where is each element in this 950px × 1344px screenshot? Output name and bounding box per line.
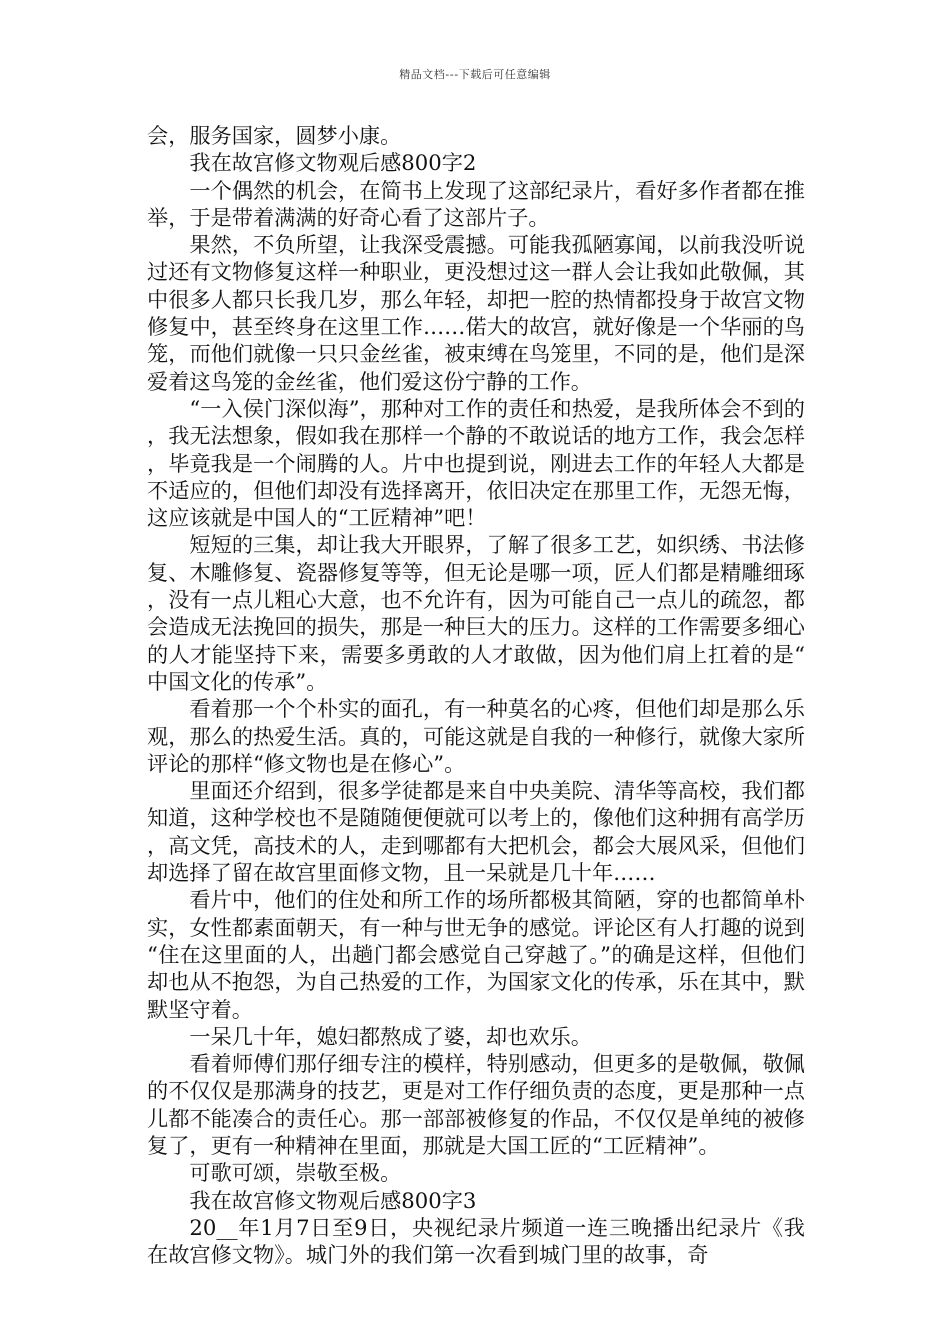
- paragraph: 短短的三集，却让我大开眼界，了解了很多工艺，如织绣、书法修复、木雕修复、瓷器修复等等，但无论是哪一项，匠人们都是精雕细琢，没有一点儿粗心大意，也不允许有，因为可能自己一点儿的疏忽，都会造成无法挽回的损失，那是一种巨大的压力。这样的工作需要多细心的人才能坚持下来，需要多勇敢的人才敢做，因为他们肩上扛着的是“中国文化的传承”。: [147, 532, 805, 694]
- paragraph: 会，服务国家，圆梦小康。: [147, 123, 402, 148]
- paragraph: 一个偶然的机会，在简书上发现了这部纪录片，看好多作者都在推举，于是带着满满的好奇心看了这部片子。: [147, 177, 805, 230]
- section-heading: 我在故宫修文物观后感800字2: [189, 150, 477, 176]
- paragraph: “一入侯门深似海”，那种对工作的责任和热爱，是我所体会不到的，我无法想象，假如我在那样一个静的不敢说话的地方工作，我会怎样，毕竟我是一个闹腾的人。片中也提到说，刚进去工作的年轻人大都是不适应的，但他们却没有选择离开，依旧决定在那里工作，无怨无悔，这应该就是中国人的“工匠精神”吧！: [147, 395, 805, 531]
- page-header-watermark: 精品文档---下载后可任意编辑: [399, 68, 551, 81]
- paragraph: 看片中，他们的住处和所工作的场所都极其简陋，穿的也都简单朴实，女性都素面朝天，有一种与世无争的感觉。评论区有人打趣的说到“住在这里面的人，出趟门都会感觉自己穿越了。”的确是这样，但他们却也从不抱怨，为自己热爱的工作，为国家文化的传承，乐在其中，默默坚守着。: [147, 887, 805, 1022]
- document-body: [147, 122, 805, 1268]
- paragraph: 里面还介绍到，很多学徒都是来自中央美院、清华等高校，我们都知道，这种学校也不是随随便便就可以考上的，像他们这种拥有高学历，高文凭，高技术的人，走到哪都有大把机会，都会大展风采，但他们却选择了留在故宫里面修文物，且一呆就是几十年……: [147, 778, 805, 886]
- paragraph: 果然，不负所望，让我深受震撼。可能我孤陋寡闻，以前我没听说过还有文物修复这样一种职业，更没想过这一群人会让我如此敬佩，其中很多人都只长我几岁，那么年轻，却把一腔的热情都投身于故宫文物修复中，甚至终身在这里工作……偌大的故宫，就好像是一个华丽的鸟笼，而他们就像一只只金丝雀，被束缚在鸟笼里，不同的是，他们是深爱着这鸟笼的金丝雀，他们爱这份宁静的工作。: [147, 232, 805, 394]
- paragraph: 看着师傅们那仔细专注的模样，特别感动，但更多的是敬佩，敬佩的不仅仅是那满身的技艺，更是对工作仔细负责的态度，更是那种一点儿都不能凑合的责任心。那一部部被修复的作品，不仅仅是单纯的被修复了，更有一种精神在里面，那就是大国工匠的“工匠精神”。: [147, 1051, 805, 1158]
- section-heading: 我在故宫修文物观后感800字3: [189, 1187, 477, 1213]
- paragraph: 看着那一个个朴实的面孔，有一种莫名的心疼，但他们却是那么乐观，那么的热爱生活。真的，可能这就是自我的一种修行，就像大家所评论的那样“修文物也是在修心”。: [147, 696, 805, 776]
- paragraph: 20__年1月7日至9日，央视纪录片频道一连三晚播出纪录片《我在故宫修文物》。城门外的我们第一次看到城门里的故事，奇: [147, 1214, 805, 1268]
- paragraph: 一呆几十年，媳妇都熬成了婆，却也欢乐。: [189, 1023, 592, 1049]
- paragraph: 可歌可颂，崇敬至极。: [189, 1160, 402, 1186]
